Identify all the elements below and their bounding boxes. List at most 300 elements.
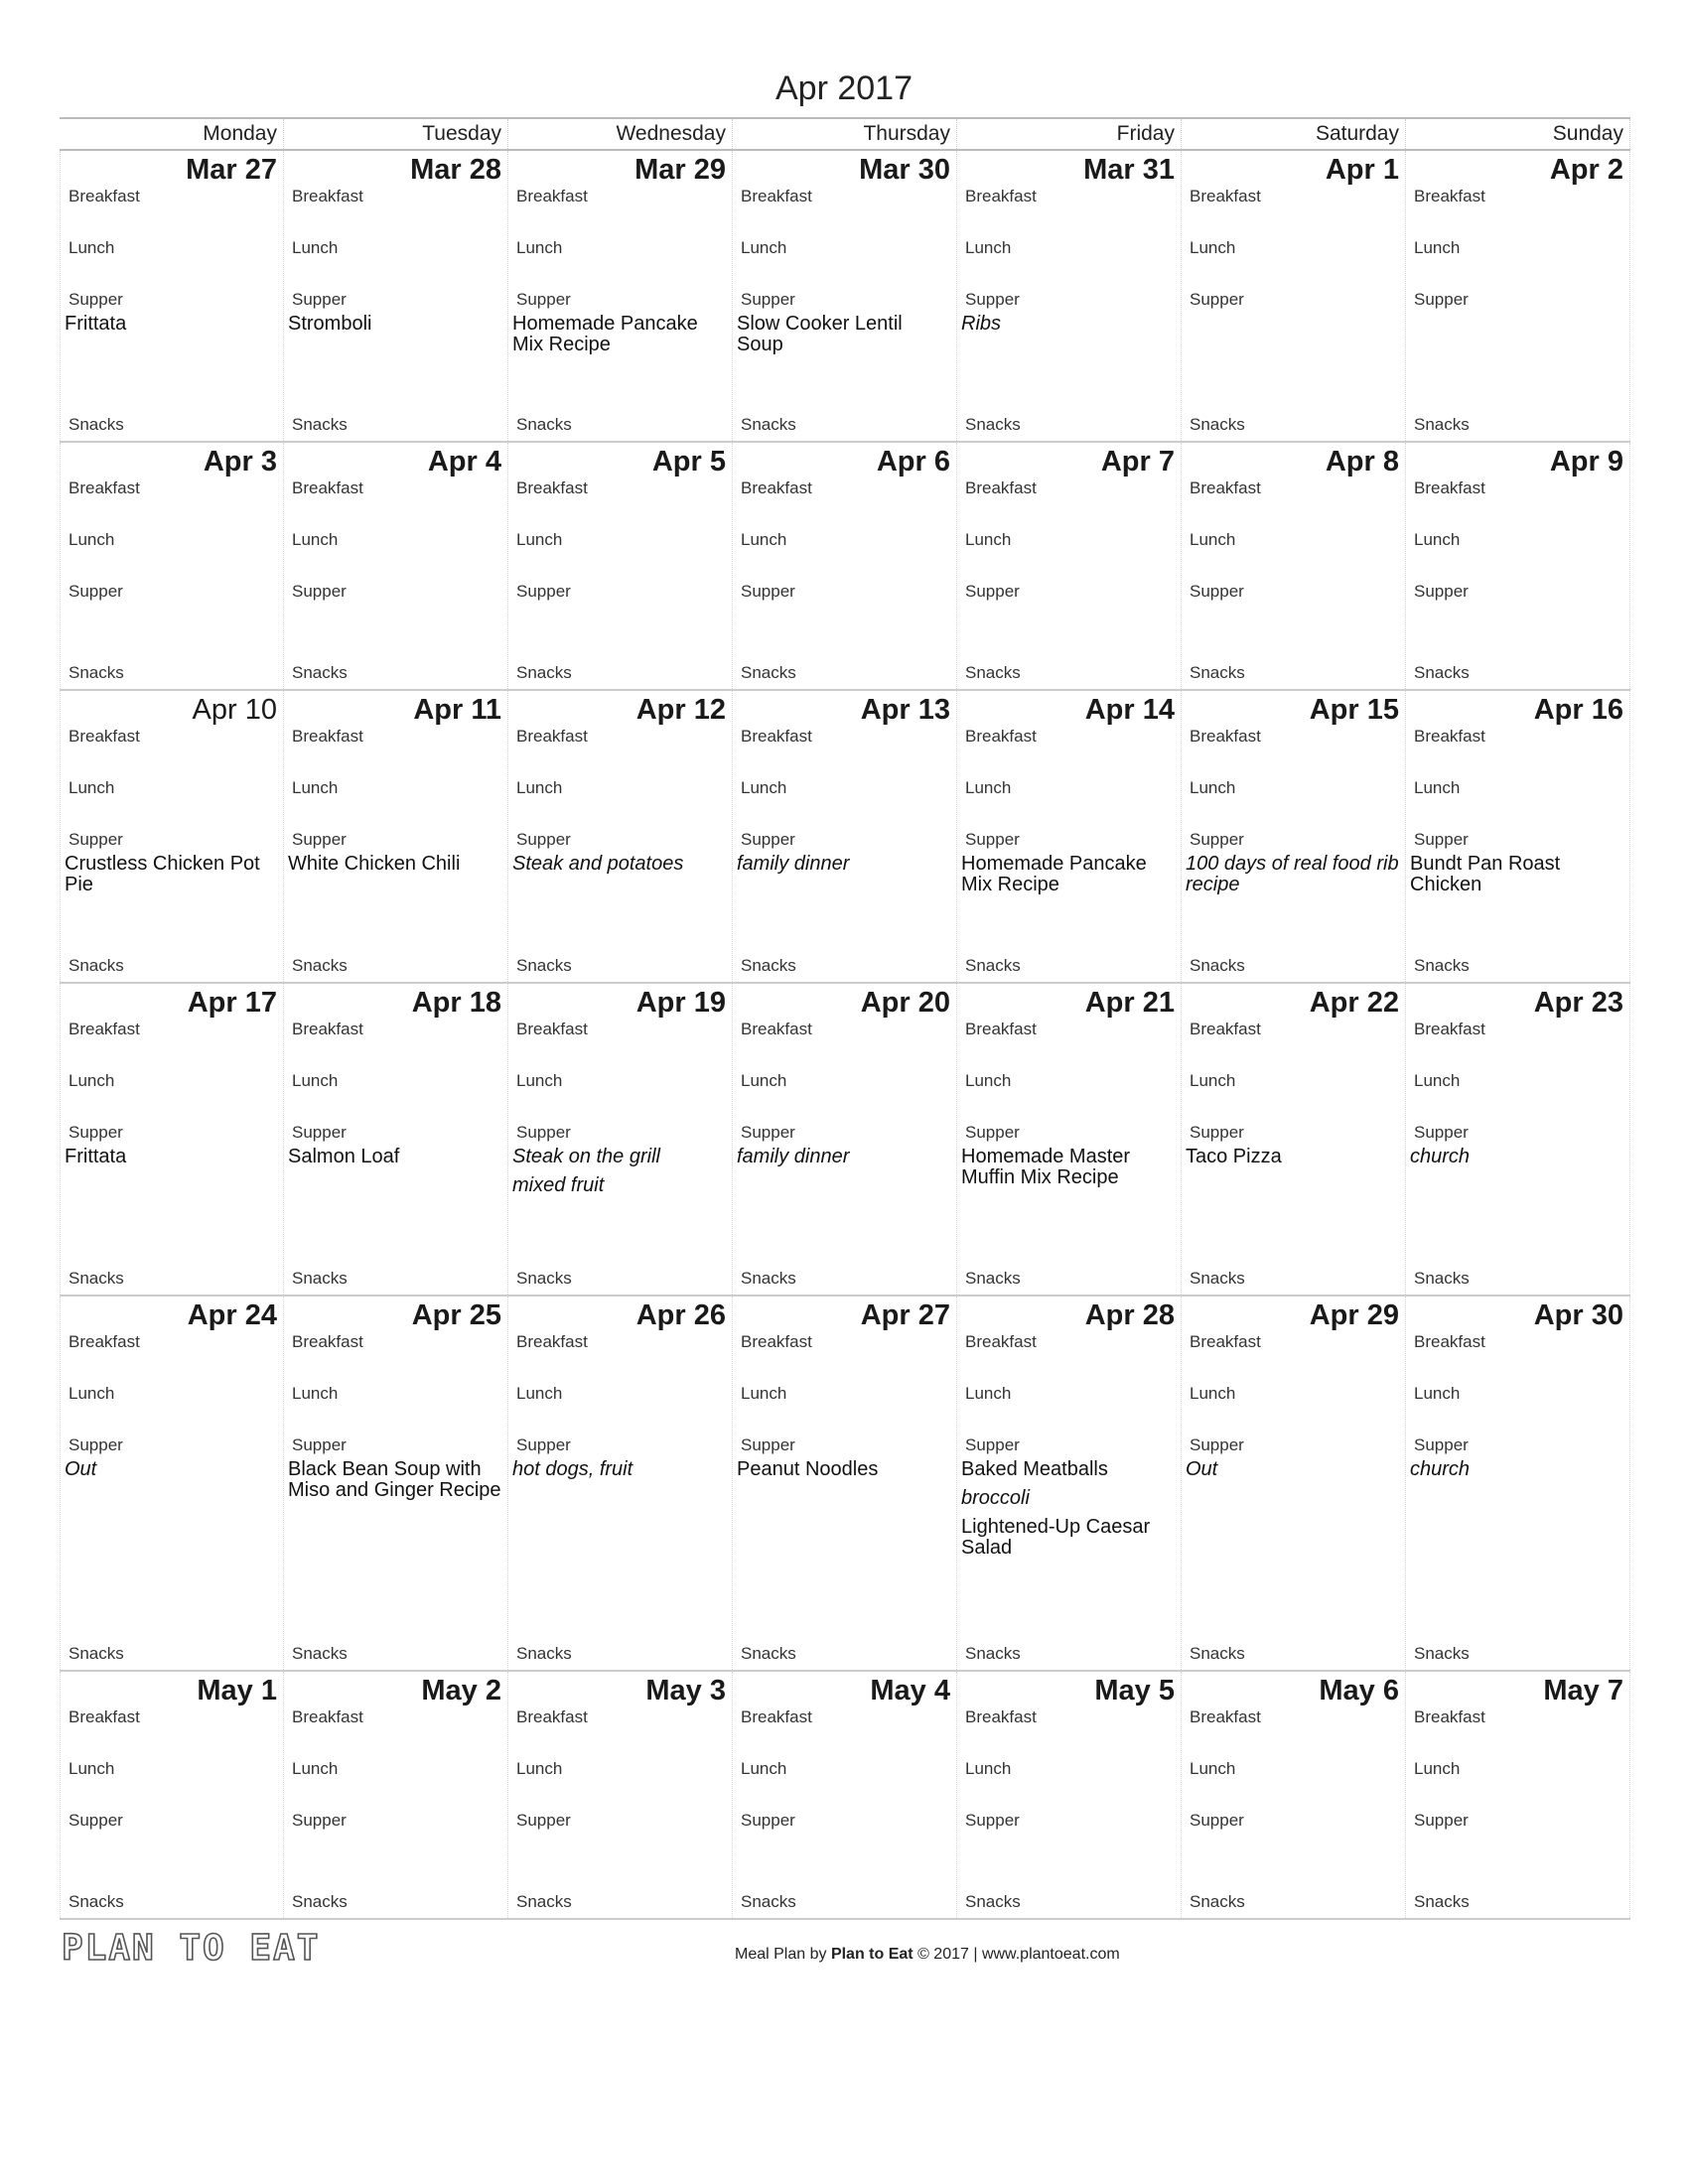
recipe-link[interactable]: White Chicken Chili <box>288 853 461 875</box>
meal-label-snacks: Snacks <box>1190 956 1245 975</box>
meal-label-snacks: Snacks <box>741 663 796 682</box>
week-row <box>60 1297 1630 1672</box>
meal-label-snacks: Snacks <box>965 663 1021 682</box>
meal-label-lunch: Lunch <box>741 238 787 257</box>
meal-label-snacks: Snacks <box>1414 1892 1470 1911</box>
supper-items <box>961 1458 1175 1559</box>
day-cell[interactable] <box>284 1297 508 1670</box>
meal-label-supper: Supper <box>741 1123 795 1142</box>
meal-label-lunch: Lunch <box>1414 778 1461 797</box>
meal-label-lunch: Lunch <box>516 1759 563 1778</box>
supper-items <box>737 853 950 886</box>
supper-items <box>65 1146 277 1178</box>
meal-label-breakfast: Breakfast <box>741 1707 812 1726</box>
day-cell[interactable] <box>1406 1672 1630 1918</box>
supper-items <box>512 313 726 355</box>
day-cell[interactable] <box>284 443 508 689</box>
meal-label-breakfast: Breakfast <box>1414 727 1485 746</box>
meal-label-snacks: Snacks <box>69 663 124 682</box>
meal-label-supper: Supper <box>965 1123 1020 1142</box>
day-cell[interactable] <box>508 1672 733 1918</box>
day-date: Apr 8 <box>1325 446 1399 478</box>
day-date: May 2 <box>421 1675 501 1706</box>
meal-label-lunch: Lunch <box>292 238 339 257</box>
day-date: Mar 31 <box>1083 154 1175 186</box>
week-row <box>60 1672 1630 1920</box>
day-cell[interactable] <box>60 691 284 982</box>
meal-label-supper: Supper <box>1414 582 1469 601</box>
meal-label-lunch: Lunch <box>741 1384 787 1403</box>
day-cell[interactable] <box>957 443 1182 689</box>
day-cell[interactable] <box>957 1672 1182 1918</box>
day-date: Apr 16 <box>1533 694 1623 726</box>
meal-label-snacks: Snacks <box>69 1269 124 1288</box>
day-date: Apr 21 <box>1084 987 1175 1019</box>
meal-label-snacks: Snacks <box>1414 415 1470 434</box>
recipe-link[interactable]: Steak on the grill <box>512 1146 660 1167</box>
day-cell[interactable] <box>508 691 733 982</box>
recipe-link[interactable]: Black Bean Soup with Miso and Ginger Recipe <box>288 1458 501 1501</box>
meal-label-supper: Supper <box>965 582 1020 601</box>
meal-label-supper: Supper <box>1190 830 1244 849</box>
meal-label-snacks: Snacks <box>516 1892 572 1911</box>
day-date: Apr 12 <box>635 694 726 726</box>
week-row <box>60 691 1630 984</box>
day-date: Apr 25 <box>411 1299 501 1331</box>
day-date: Mar 27 <box>186 154 277 186</box>
weekday-header: Monday <box>60 119 284 149</box>
meal-label-lunch: Lunch <box>69 1759 115 1778</box>
meal-label-supper: Supper <box>1190 1435 1244 1454</box>
recipe-link[interactable]: Slow Cooker Lentil Soup <box>737 313 903 355</box>
recipe-link[interactable]: Baked Meatballs <box>961 1458 1108 1480</box>
meal-label-lunch: Lunch <box>292 778 339 797</box>
meal-label-snacks: Snacks <box>965 1644 1021 1663</box>
recipe-link[interactable]: Frittata <box>65 313 127 335</box>
supper-items <box>69 602 277 633</box>
supper-items <box>288 853 501 886</box>
day-date: Mar 30 <box>859 154 950 186</box>
supper-items <box>65 1458 277 1491</box>
recipe-link[interactable]: broccoli <box>961 1487 1030 1509</box>
meal-label-lunch: Lunch <box>292 530 339 549</box>
meal-label-snacks: Snacks <box>1414 663 1470 682</box>
meal-label-lunch: Lunch <box>1190 1759 1236 1778</box>
meal-label-lunch: Lunch <box>965 530 1012 549</box>
day-cell[interactable] <box>1182 151 1406 441</box>
meal-label-snacks: Snacks <box>292 1269 348 1288</box>
meal-label-lunch: Lunch <box>1414 1759 1461 1778</box>
supper-items <box>516 602 726 633</box>
meal-label-supper: Supper <box>69 290 123 309</box>
meal-label-lunch: Lunch <box>292 1759 339 1778</box>
meal-label-supper: Supper <box>1414 1811 1469 1830</box>
meal-label-breakfast: Breakfast <box>516 1707 588 1726</box>
meal-label-breakfast: Breakfast <box>1414 1332 1485 1351</box>
day-cell[interactable] <box>1406 984 1630 1295</box>
day-date: Apr 1 <box>1325 154 1399 186</box>
day-date: Mar 28 <box>410 154 501 186</box>
meal-label-supper: Supper <box>741 290 795 309</box>
meal-label-snacks: Snacks <box>292 1644 348 1663</box>
meal-label-snacks: Snacks <box>741 1269 796 1288</box>
meal-label-breakfast: Breakfast <box>965 727 1037 746</box>
meal-label-breakfast: Breakfast <box>292 727 363 746</box>
meal-label-breakfast: Breakfast <box>1414 1707 1485 1726</box>
day-cell[interactable] <box>1406 691 1630 982</box>
day-cell[interactable] <box>508 151 733 441</box>
weekday-header: Wednesday <box>508 119 733 149</box>
day-cell[interactable] <box>957 151 1182 441</box>
supper-items <box>1414 310 1623 341</box>
recipe-link[interactable]: hot dogs, fruit <box>512 1458 633 1480</box>
meal-label-breakfast: Breakfast <box>69 1707 140 1726</box>
day-date: Apr 23 <box>1533 987 1623 1019</box>
meal-label-lunch: Lunch <box>965 1071 1012 1090</box>
day-cell[interactable] <box>1182 691 1406 982</box>
supper-items <box>1410 1458 1623 1491</box>
day-date: Apr 9 <box>1549 446 1623 478</box>
supper-items <box>516 1831 726 1862</box>
meal-label-snacks: Snacks <box>1414 1269 1470 1288</box>
meal-label-lunch: Lunch <box>292 1384 339 1403</box>
day-cell[interactable] <box>60 443 284 689</box>
day-date: Apr 10 <box>192 694 277 726</box>
meal-label-supper: Supper <box>292 290 347 309</box>
meal-label-snacks: Snacks <box>1190 1269 1245 1288</box>
meal-label-breakfast: Breakfast <box>292 1332 363 1351</box>
meal-label-snacks: Snacks <box>741 1892 796 1911</box>
footer-prefix: Meal Plan by <box>735 1946 831 1963</box>
recipe-link[interactable]: 100 days of real food rib recipe <box>1186 853 1399 895</box>
day-date: May 5 <box>1094 1675 1175 1706</box>
meal-label-snacks: Snacks <box>1190 415 1245 434</box>
day-cell[interactable] <box>1182 984 1406 1295</box>
meal-label-snacks: Snacks <box>1414 956 1470 975</box>
day-cell[interactable] <box>60 984 284 1295</box>
meal-label-breakfast: Breakfast <box>69 187 140 205</box>
supper-items <box>292 602 501 633</box>
meal-label-breakfast: Breakfast <box>741 727 812 746</box>
week-row <box>60 443 1630 691</box>
meal-label-breakfast: Breakfast <box>1190 1707 1261 1726</box>
day-cell[interactable] <box>733 984 957 1295</box>
supper-items <box>1410 853 1623 895</box>
day-date: Apr 22 <box>1309 987 1399 1019</box>
meal-label-supper: Supper <box>1190 290 1244 309</box>
meal-label-supper: Supper <box>1190 582 1244 601</box>
day-cell[interactable] <box>284 691 508 982</box>
meal-label-snacks: Snacks <box>1190 663 1245 682</box>
meal-label-supper: Supper <box>1190 1123 1244 1142</box>
weekday-header: Tuesday <box>284 119 508 149</box>
meal-label-breakfast: Breakfast <box>69 727 140 746</box>
meal-label-lunch: Lunch <box>69 778 115 797</box>
recipe-link[interactable]: Out <box>65 1458 97 1480</box>
recipe-link[interactable]: Homemade Pancake Mix Recipe <box>961 853 1147 895</box>
supper-items <box>737 1458 950 1491</box>
supper-items <box>512 1458 726 1491</box>
recipe-link[interactable]: Steak and potatoes <box>512 853 684 875</box>
supper-items <box>512 1146 726 1196</box>
meal-label-lunch: Lunch <box>1190 530 1236 549</box>
recipe-link[interactable]: Lightened-Up Caesar Salad <box>961 1516 1151 1559</box>
meal-label-lunch: Lunch <box>516 238 563 257</box>
meal-label-snacks: Snacks <box>965 415 1021 434</box>
day-cell[interactable] <box>284 151 508 441</box>
day-date: Apr 13 <box>860 694 950 726</box>
meal-label-supper: Supper <box>69 582 123 601</box>
meal-label-breakfast: Breakfast <box>516 727 588 746</box>
meal-label-breakfast: Breakfast <box>1414 1020 1485 1038</box>
footer-suffix: © 2017 | www.plantoeat.com <box>913 1946 1120 1963</box>
meal-label-snacks: Snacks <box>516 663 572 682</box>
meal-label-lunch: Lunch <box>741 1071 787 1090</box>
meal-label-supper: Supper <box>292 582 347 601</box>
meal-label-breakfast: Breakfast <box>69 478 140 497</box>
meal-label-snacks: Snacks <box>292 956 348 975</box>
meal-label-lunch: Lunch <box>965 778 1012 797</box>
day-date: Apr 11 <box>413 694 501 726</box>
supper-items <box>965 602 1175 633</box>
day-cell[interactable] <box>733 443 957 689</box>
meal-label-lunch: Lunch <box>516 778 563 797</box>
footer-credit <box>735 1946 1120 1964</box>
supper-items <box>961 853 1175 895</box>
meal-label-snacks: Snacks <box>965 1269 1021 1288</box>
meal-label-supper: Supper <box>1190 1811 1244 1830</box>
supper-items <box>65 853 277 895</box>
meal-label-lunch: Lunch <box>516 530 563 549</box>
day-date: May 1 <box>197 1675 277 1706</box>
calendar-title: Apr 2017 <box>775 69 913 107</box>
meal-label-lunch: Lunch <box>1414 1384 1461 1403</box>
day-cell[interactable] <box>1182 443 1406 689</box>
meal-label-supper: Supper <box>516 1435 571 1454</box>
day-date: Mar 29 <box>634 154 726 186</box>
meal-label-snacks: Snacks <box>69 1644 124 1663</box>
meal-label-supper: Supper <box>69 830 123 849</box>
supper-items <box>961 313 1175 345</box>
supper-items <box>288 1146 501 1178</box>
meal-label-snacks: Snacks <box>1414 1644 1470 1663</box>
meal-label-supper: Supper <box>1414 1435 1469 1454</box>
day-cell[interactable] <box>60 1672 284 1918</box>
day-cell[interactable] <box>284 984 508 1295</box>
meal-label-snacks: Snacks <box>516 1269 572 1288</box>
meal-label-breakfast: Breakfast <box>965 1332 1037 1351</box>
supper-items <box>65 313 277 345</box>
supper-items <box>1414 602 1623 633</box>
meal-label-snacks: Snacks <box>69 415 124 434</box>
recipe-link[interactable]: Taco Pizza <box>1186 1146 1282 1167</box>
meal-label-supper: Supper <box>965 830 1020 849</box>
meal-label-breakfast: Breakfast <box>965 187 1037 205</box>
day-date: Apr 28 <box>1084 1299 1175 1331</box>
meal-label-lunch: Lunch <box>1190 238 1236 257</box>
day-date: Apr 2 <box>1549 154 1623 186</box>
recipe-link[interactable]: Bundt Pan Roast Chicken <box>1410 853 1561 895</box>
weekday-header: Saturday <box>1182 119 1406 149</box>
meal-label-breakfast: Breakfast <box>292 187 363 205</box>
supper-items <box>737 313 950 355</box>
recipe-link[interactable]: family dinner <box>737 1146 850 1167</box>
day-date: Apr 19 <box>635 987 726 1019</box>
meal-label-lunch: Lunch <box>516 1071 563 1090</box>
meal-label-lunch: Lunch <box>965 238 1012 257</box>
recipe-link[interactable]: Peanut Noodles <box>737 1458 879 1480</box>
day-cell[interactable] <box>1182 1672 1406 1918</box>
supper-items <box>1186 853 1399 895</box>
day-cell[interactable] <box>60 1297 284 1670</box>
day-date: Apr 24 <box>187 1299 277 1331</box>
weekday-header: Sunday <box>1406 119 1630 149</box>
weeks-container <box>60 151 1630 1920</box>
day-cell[interactable] <box>284 1672 508 1918</box>
meal-label-snacks: Snacks <box>516 956 572 975</box>
day-cell[interactable] <box>733 1297 957 1670</box>
meal-label-snacks: Snacks <box>741 1644 796 1663</box>
supper-items <box>741 602 950 633</box>
meal-label-supper: Supper <box>516 1123 571 1142</box>
meal-label-breakfast: Breakfast <box>292 478 363 497</box>
day-date: Apr 14 <box>1084 694 1175 726</box>
recipe-link[interactable]: Ribs <box>961 313 1002 335</box>
meal-label-breakfast: Breakfast <box>1190 1020 1261 1038</box>
meal-label-breakfast: Breakfast <box>965 1020 1037 1038</box>
meal-label-supper: Supper <box>965 1435 1020 1454</box>
supper-items <box>741 1831 950 1862</box>
weekday-header: Friday <box>957 119 1182 149</box>
recipe-link[interactable]: church <box>1410 1146 1471 1167</box>
day-cell[interactable] <box>957 984 1182 1295</box>
day-cell[interactable] <box>508 443 733 689</box>
meal-label-supper: Supper <box>741 1435 795 1454</box>
meal-label-snacks: Snacks <box>292 663 348 682</box>
supper-items <box>1186 1458 1399 1491</box>
day-cell[interactable] <box>733 691 957 982</box>
weekday-header: Thursday <box>733 119 957 149</box>
meal-label-snacks: Snacks <box>69 956 124 975</box>
meal-label-snacks: Snacks <box>965 956 1021 975</box>
meal-label-supper: Supper <box>965 290 1020 309</box>
meal-label-lunch: Lunch <box>965 1384 1012 1403</box>
day-cell[interactable] <box>1182 1297 1406 1670</box>
supper-items <box>965 1831 1175 1862</box>
meal-label-supper: Supper <box>741 1811 795 1830</box>
meal-label-supper: Supper <box>516 582 571 601</box>
meal-label-supper: Supper <box>292 1123 347 1142</box>
meal-label-lunch: Lunch <box>1190 1071 1236 1090</box>
meal-label-breakfast: Breakfast <box>292 1020 363 1038</box>
meal-label-supper: Supper <box>516 290 571 309</box>
meal-label-supper: Supper <box>1414 1123 1469 1142</box>
meal-label-lunch: Lunch <box>69 1384 115 1403</box>
meal-label-breakfast: Breakfast <box>69 1332 140 1351</box>
day-date: Apr 27 <box>860 1299 950 1331</box>
supper-items <box>1190 310 1399 341</box>
meal-label-supper: Supper <box>516 830 571 849</box>
day-cell[interactable] <box>733 1672 957 1918</box>
meal-label-supper: Supper <box>292 830 347 849</box>
recipe-link[interactable]: Homemade Master Muffin Mix Recipe <box>961 1146 1131 1188</box>
day-cell[interactable] <box>733 151 957 441</box>
meal-label-lunch: Lunch <box>1414 238 1461 257</box>
supper-items <box>288 1458 501 1501</box>
meal-label-breakfast: Breakfast <box>741 1020 812 1038</box>
meal-label-breakfast: Breakfast <box>965 478 1037 497</box>
meal-label-breakfast: Breakfast <box>516 1020 588 1038</box>
meal-label-breakfast: Breakfast <box>1190 478 1261 497</box>
meal-label-lunch: Lunch <box>1190 1384 1236 1403</box>
meal-label-breakfast: Breakfast <box>516 187 588 205</box>
meal-label-breakfast: Breakfast <box>292 1707 363 1726</box>
meal-label-breakfast: Breakfast <box>1190 727 1261 746</box>
recipe-link[interactable]: Frittata <box>65 1146 127 1167</box>
meal-label-breakfast: Breakfast <box>1414 478 1485 497</box>
day-date: May 6 <box>1319 1675 1399 1706</box>
recipe-link[interactable]: Homemade Pancake Mix Recipe <box>512 313 698 355</box>
meal-label-lunch: Lunch <box>741 778 787 797</box>
meal-label-breakfast: Breakfast <box>741 1332 812 1351</box>
day-date: Apr 17 <box>187 987 277 1019</box>
meal-label-lunch: Lunch <box>69 238 115 257</box>
supper-items <box>961 1146 1175 1188</box>
recipe-link[interactable]: family dinner <box>737 853 850 875</box>
day-cell[interactable] <box>957 691 1182 982</box>
recipe-link[interactable]: Out <box>1186 1458 1218 1480</box>
day-date: Apr 18 <box>411 987 501 1019</box>
recipe-link[interactable]: mixed fruit <box>512 1174 605 1196</box>
meal-label-breakfast: Breakfast <box>69 1020 140 1038</box>
meal-label-snacks: Snacks <box>69 1892 124 1911</box>
meal-label-supper: Supper <box>1414 830 1469 849</box>
day-cell[interactable] <box>508 1297 733 1670</box>
calendar-grid <box>60 117 1630 1920</box>
meal-label-breakfast: Breakfast <box>516 1332 588 1351</box>
recipe-link[interactable]: Crustless Chicken Pot Pie <box>65 853 260 895</box>
supper-items <box>1410 1146 1623 1178</box>
meal-label-supper: Supper <box>516 1811 571 1830</box>
meal-label-snacks: Snacks <box>516 1644 572 1663</box>
supper-items <box>737 1146 950 1178</box>
recipe-link[interactable]: Salmon Loaf <box>288 1146 400 1167</box>
day-cell[interactable] <box>1406 1297 1630 1670</box>
supper-items <box>69 1831 277 1862</box>
meal-label-supper: Supper <box>69 1811 123 1830</box>
supper-items <box>1186 1146 1399 1178</box>
day-cell[interactable] <box>1406 443 1630 689</box>
meal-label-supper: Supper <box>292 1435 347 1454</box>
week-row <box>60 984 1630 1297</box>
weekday-header-row <box>60 117 1630 151</box>
recipe-link[interactable]: church <box>1410 1458 1471 1480</box>
day-date: Apr 30 <box>1533 1299 1623 1331</box>
meal-label-breakfast: Breakfast <box>1414 187 1485 205</box>
day-date: Apr 26 <box>635 1299 726 1331</box>
meal-label-breakfast: Breakfast <box>516 478 588 497</box>
supper-items <box>1414 1831 1623 1862</box>
day-cell[interactable] <box>957 1297 1182 1670</box>
day-date: May 4 <box>870 1675 950 1706</box>
meal-label-supper: Supper <box>69 1123 123 1142</box>
meal-label-lunch: Lunch <box>69 1071 115 1090</box>
recipe-link[interactable]: Stromboli <box>288 313 372 335</box>
day-cell[interactable] <box>1406 151 1630 441</box>
day-cell[interactable] <box>60 151 284 441</box>
day-cell[interactable] <box>508 984 733 1295</box>
meal-label-snacks: Snacks <box>516 415 572 434</box>
